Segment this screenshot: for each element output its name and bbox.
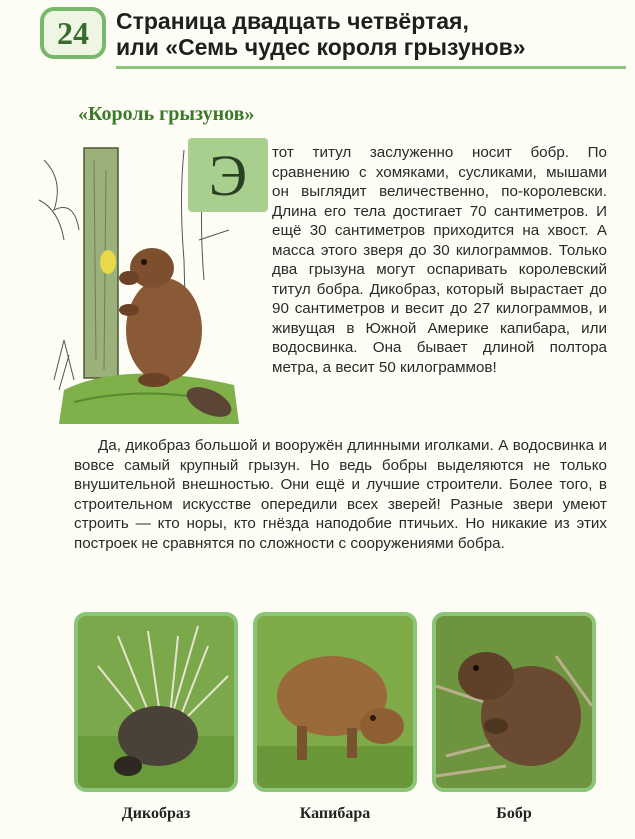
intro-paragraph: тот титул заслуженно носит бобр. По сравнению с хомяками, сусликами, мышами он выглядит величественно, по-королевски. Длина его тела достигает 70 сантиметров. И ещё 30 сантиметров приходится на хвост. А масса этого зверя до 30 килограммов. Только два грызуна могут оспаривать королевский титул бобра. Дикобраз, который вырастает до 90 сантиметров и весит до 27 килограммов, и живущая в Южной Америке капибара, или водосвинка. Она бывает длиной полтора метра, а весит 50 килограммов! — [272, 144, 607, 376]
page-title — [116, 8, 626, 60]
drop-cap: Э — [188, 138, 268, 212]
porcupine-photo — [74, 612, 238, 792]
body-paragraph: Да, дикобраз большой и вооружён длинными иголками. А водосвинка и вовсе самый крупный грызун. Но ведь бобры выделяются не только внушительной внешностью. Они ещё и лучшие строители. Более того, в строительном искусстве опередили всех зверей! Разные звери умеют строить — кто норы, кто гнёзда наподобие птичьих. Но никакие из этих построек не сравнятся по сложности с сооружениями бобра. — [74, 437, 607, 552]
page-title-line-1: Страница двадцать четвёртая, — [116, 8, 469, 34]
section-heading: «Король грызунов» — [78, 103, 255, 125]
header-divider — [116, 66, 626, 69]
page-title-line-2: или «Семь чудес короля грызунов» — [116, 34, 526, 60]
page-number: 24 — [57, 14, 89, 51]
capybara-image-icon — [257, 616, 413, 788]
beaver-photo — [432, 612, 596, 792]
page-number-badge — [40, 7, 106, 59]
capybara-photo — [253, 612, 417, 792]
beaver-image-icon — [436, 616, 592, 788]
beaver-caption: Бобр — [496, 805, 532, 822]
porcupine-caption: Дикобраз — [121, 805, 191, 822]
capybara-caption: Капибара — [299, 805, 371, 822]
porcupine-image-icon — [78, 616, 234, 788]
